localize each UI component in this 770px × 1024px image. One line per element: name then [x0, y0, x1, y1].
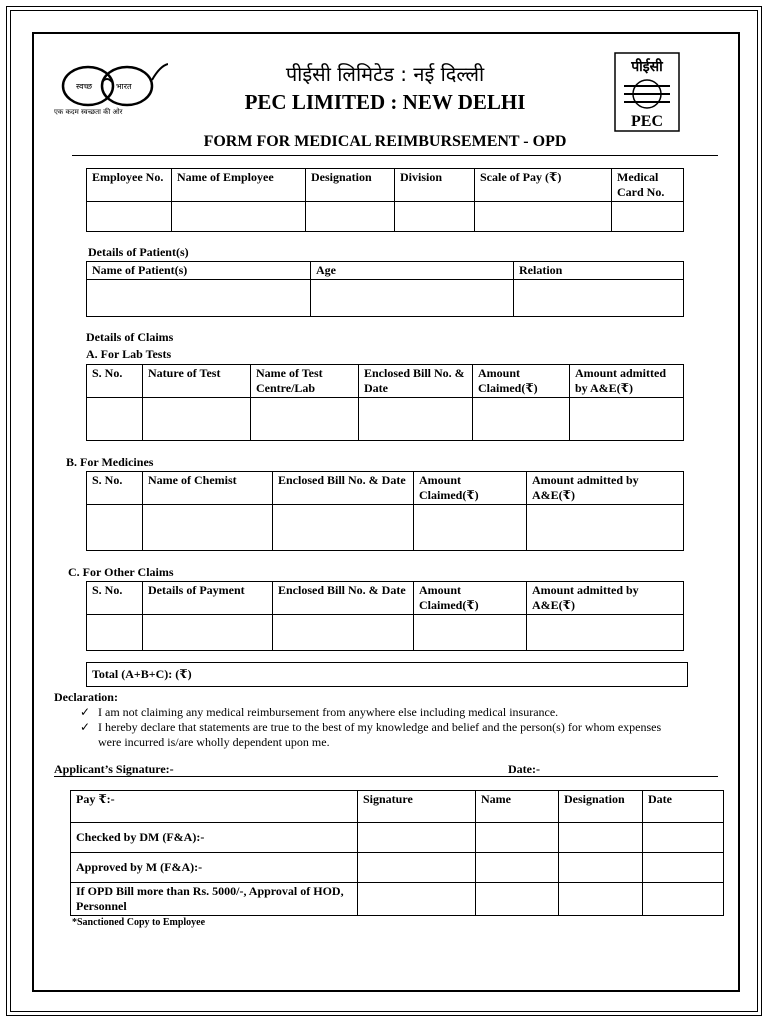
field-other-sno[interactable]	[87, 615, 143, 651]
col-employee-name: Name of Employee	[172, 169, 306, 202]
applicant-signature-label: Applicant’s Signature:-	[54, 762, 174, 776]
field-med-admitted[interactable]	[527, 505, 684, 551]
col-lab-admitted: Amount admitted by A&E(₹)	[570, 365, 684, 398]
field-dm-date[interactable]	[643, 823, 724, 853]
field-other-admitted[interactable]	[527, 615, 684, 651]
field-med-sno[interactable]	[87, 505, 143, 551]
col-relation: Relation	[514, 262, 684, 280]
approval-row-m-label: Approved by M (F&A):-	[71, 853, 358, 883]
other-claims-table	[86, 581, 684, 651]
check-icon: ✓	[80, 720, 91, 734]
col-age: Age	[311, 262, 514, 280]
company-title: PEC LIMITED : NEW DELHI	[244, 90, 526, 114]
field-other-bill[interactable]	[273, 615, 414, 651]
col-lab-amount: Amount Claimed(₹)	[473, 365, 570, 398]
field-other-amount[interactable]	[414, 615, 527, 651]
declaration-label: Declaration:	[54, 690, 118, 704]
pec-logo-hindi: पीईसी	[631, 59, 663, 75]
approval-table	[70, 790, 724, 916]
field-hod-name[interactable]	[476, 883, 559, 916]
field-other-details[interactable]	[143, 615, 273, 651]
field-employee-no[interactable]	[87, 202, 172, 232]
field-m-date[interactable]	[643, 853, 724, 883]
field-designation[interactable]	[306, 202, 395, 232]
declaration-item-1: I am not claiming any medical reimbursement from anywhere else including medical insurance.	[98, 705, 559, 719]
field-lab-admitted[interactable]	[570, 398, 684, 441]
col-approval-designation: Designation	[559, 791, 643, 823]
lab-tests-table	[86, 364, 684, 441]
field-m-name[interactable]	[476, 853, 559, 883]
field-med-chemist[interactable]	[143, 505, 273, 551]
field-dm-name[interactable]	[476, 823, 559, 853]
col-other-sno: S. No.	[87, 582, 143, 615]
field-hod-signature[interactable]	[358, 883, 476, 916]
check-icon: ✓	[80, 705, 91, 719]
field-lab-nature[interactable]	[143, 398, 251, 441]
col-lab-nature: Nature of Test	[143, 365, 251, 398]
col-approval-name: Name	[476, 791, 559, 823]
field-scale-of-pay[interactable]	[475, 202, 612, 232]
col-lab-sno: S. No.	[87, 365, 143, 398]
declaration-item-2-cont: were incurred is/are wholly dependent upon me.	[98, 735, 330, 749]
approval-row-hod-label: If OPD Bill more than Rs. 5000/-, Approval of HOD, Personnel	[71, 883, 358, 916]
signature-rule	[54, 776, 718, 777]
title-rule	[72, 155, 718, 156]
total-box	[86, 662, 688, 687]
field-m-designation[interactable]	[559, 853, 643, 883]
field-medical-card[interactable]	[612, 202, 684, 232]
field-age[interactable]	[311, 280, 514, 317]
col-other-amount: Amount Claimed(₹)	[414, 582, 527, 615]
field-m-signature[interactable]	[358, 853, 476, 883]
logo-text-swachh: स्वच्छ	[76, 82, 93, 91]
col-med-sno: S. No.	[87, 472, 143, 505]
hindi-title: पीईसी लिमिटेड : नई दिल्ली	[285, 62, 485, 86]
approval-pay[interactable]: Pay ₹:-	[71, 791, 358, 823]
col-scale-of-pay: Scale of Pay (₹)	[475, 169, 612, 202]
pec-logo-text: PEC	[631, 113, 663, 130]
col-other-bill: Enclosed Bill No. & Date	[273, 582, 414, 615]
field-lab-sno[interactable]	[87, 398, 143, 441]
declaration-item-2: I hereby declare that statements are true to the best of my knowledge and belief and the person(s) for whom expenses	[98, 720, 662, 734]
col-med-amount: Amount Claimed(₹)	[414, 472, 527, 505]
employee-table	[86, 168, 684, 232]
col-med-admitted: Amount admitted by A&E(₹)	[527, 472, 684, 505]
col-approval-date: Date	[643, 791, 724, 823]
col-employee-no: Employee No.	[87, 169, 172, 202]
lab-tests-label: A. For Lab Tests	[86, 347, 172, 361]
col-med-bill: Enclosed Bill No. & Date	[273, 472, 414, 505]
field-med-bill[interactable]	[273, 505, 414, 551]
col-medical-card: Medical Card No.	[612, 169, 684, 202]
footnote: *Sanctioned Copy to Employee	[72, 917, 206, 928]
form-title: FORM FOR MEDICAL REIMBURSEMENT - OPD	[203, 133, 567, 150]
medicines-label: B. For Medicines	[66, 455, 154, 469]
col-division: Division	[395, 169, 475, 202]
field-lab-centre[interactable]	[251, 398, 359, 441]
col-lab-bill: Enclosed Bill No. & Date	[359, 365, 473, 398]
total-label[interactable]: Total (A+B+C): (₹)	[87, 663, 688, 687]
field-hod-designation[interactable]	[559, 883, 643, 916]
col-med-chemist: Name of Chemist	[143, 472, 273, 505]
field-dm-designation[interactable]	[559, 823, 643, 853]
claims-section-label: Details of Claims	[86, 330, 174, 344]
applicant-date-label: Date:-	[508, 762, 540, 776]
field-lab-amount[interactable]	[473, 398, 570, 441]
col-other-details: Details of Payment	[143, 582, 273, 615]
field-hod-date[interactable]	[643, 883, 724, 916]
patients-table	[86, 261, 684, 317]
logo-text-bharat: भारत	[116, 82, 132, 91]
swachh-bharat-logo	[50, 52, 168, 120]
field-lab-bill[interactable]	[359, 398, 473, 441]
approval-row-dm-label: Checked by DM (F&A):-	[71, 823, 358, 853]
field-division[interactable]	[395, 202, 475, 232]
logo-temple	[152, 64, 168, 80]
medicines-table	[86, 471, 684, 551]
logo-tagline: एक कदम स्वच्छता की ओर	[54, 108, 123, 116]
pec-logo	[614, 52, 680, 132]
field-dm-signature[interactable]	[358, 823, 476, 853]
logo-bridge	[102, 79, 112, 82]
col-other-admitted: Amount admitted by A&E(₹)	[527, 582, 684, 615]
field-med-amount[interactable]	[414, 505, 527, 551]
other-claims-label: C. For Other Claims	[68, 565, 174, 579]
field-employee-name[interactable]	[172, 202, 306, 232]
field-patient-name[interactable]	[87, 280, 311, 317]
field-relation[interactable]	[514, 280, 684, 317]
patients-section-label: Details of Patient(s)	[88, 245, 189, 259]
col-approval-signature: Signature	[358, 791, 476, 823]
col-lab-centre: Name of Test Centre/Lab	[251, 365, 359, 398]
col-designation: Designation	[306, 169, 395, 202]
col-patient-name: Name of Patient(s)	[87, 262, 311, 280]
